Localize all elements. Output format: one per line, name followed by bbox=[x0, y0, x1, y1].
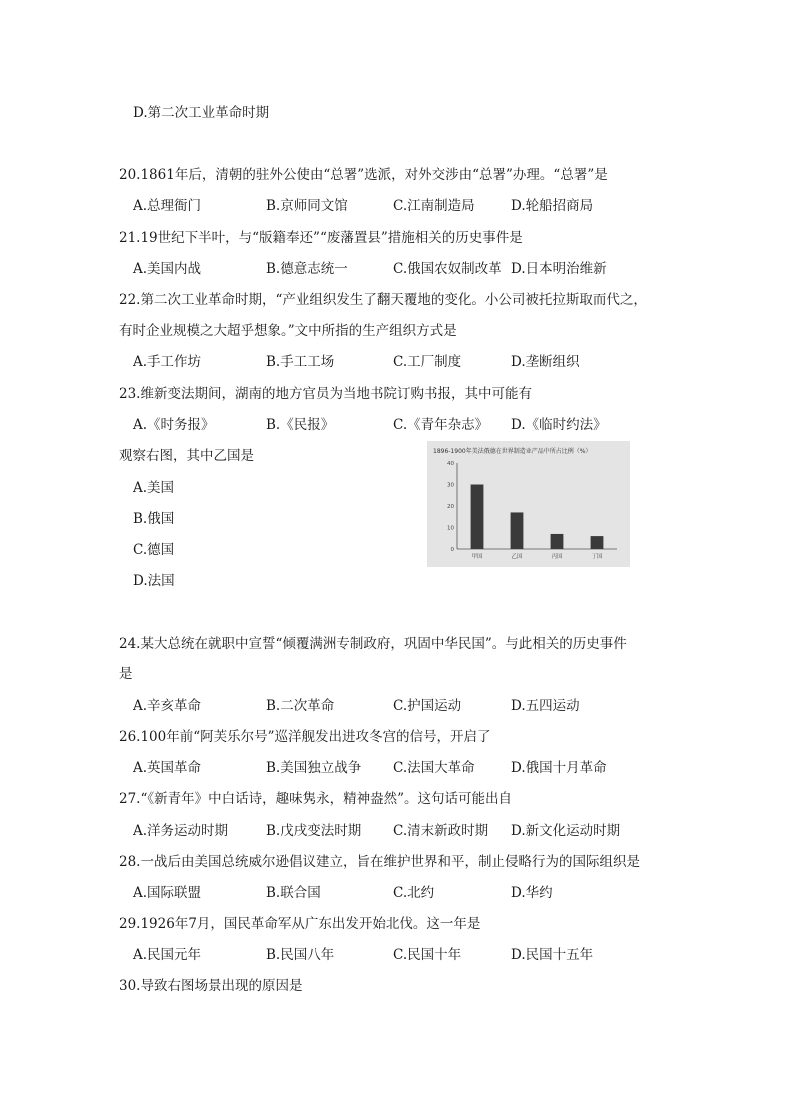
q21-option-a: A.美国内战 bbox=[133, 261, 202, 277]
q21-option-c: C.俄国农奴制改革 bbox=[393, 261, 502, 277]
q26-option-d: D.俄国十月革命 bbox=[511, 760, 607, 776]
chart-bar bbox=[511, 512, 524, 549]
chart-svg bbox=[427, 441, 630, 567]
q22-stem-line1: 22.第二次工业革命时期，“产业组织发生了翻天覆地的变化。小公司被托拉斯取而代之， bbox=[119, 292, 647, 308]
chart-y-tick-label: 40 bbox=[447, 461, 454, 467]
q29-option-d: D.民国十五年 bbox=[511, 947, 594, 963]
q20-option-b: B.京师同文馆 bbox=[266, 198, 348, 214]
q25-option-a: A.辛亥革命 bbox=[133, 698, 202, 714]
q21-option-d: D.日本明治维新 bbox=[511, 261, 607, 277]
q23-option-d: D.《临时约法》 bbox=[511, 417, 607, 433]
chart-y-tick-label: 30 bbox=[447, 482, 454, 489]
q23-stem: 23.维新变法期间，湖南的地方官员为当地书院订购书报，其中可能有 bbox=[119, 386, 532, 402]
q19-option-d: D.第二次工业革命时期 bbox=[133, 105, 270, 121]
q23-option-a: A.《时务报》 bbox=[133, 417, 215, 433]
q20-option-c: C.江南制造局 bbox=[393, 198, 475, 214]
q22-option-d: D.垄断组织 bbox=[511, 354, 580, 370]
q28-option-b: B.联合国 bbox=[266, 885, 321, 901]
q26-option-b: B.美国独立战争 bbox=[266, 760, 362, 776]
chart-x-tick-label: 丙国 bbox=[551, 554, 563, 560]
q27-option-d: D.新文化运动时期 bbox=[511, 823, 621, 839]
chart-bar bbox=[591, 536, 604, 549]
q25-option-c: C.护国运动 bbox=[393, 698, 462, 714]
q30-stem: 30.导致右图场景出现的原因是 bbox=[119, 978, 303, 994]
q22-option-c: C.工厂制度 bbox=[393, 354, 462, 370]
q23-option-c: C.《青年杂志》 bbox=[393, 417, 489, 433]
chart-title: 1896-1900年美法俄德在世界制造业产品中所占比例（%） bbox=[433, 448, 592, 455]
chart-y-tick-label: 10 bbox=[447, 525, 454, 532]
manufacturing-share-chart bbox=[427, 441, 630, 567]
q22-stem-line2: 有时企业规模之大超乎想象。”文中所指的生产组织方式是 bbox=[119, 323, 457, 339]
q24-stem: 观察右图，其中乙国是 bbox=[119, 448, 254, 464]
q27-option-b: B.戊戌变法时期 bbox=[266, 823, 362, 839]
q27-option-a: A.洋务运动时期 bbox=[133, 823, 229, 839]
q26-option-c: C.法国大革命 bbox=[393, 760, 475, 776]
q29-option-c: C.民国十年 bbox=[393, 947, 462, 963]
chart-x-tick-label: 甲国 bbox=[471, 554, 483, 560]
q20-stem: 20.1861年后，清朝的驻外公使由“总署”选派，对外交涉由“总署”办理。“总署”是 bbox=[119, 167, 608, 183]
q20-option-d: D.轮船招商局 bbox=[511, 198, 594, 214]
chart-y-tick-label: 20 bbox=[447, 504, 454, 510]
chart-y-tick-label: 0 bbox=[450, 547, 454, 553]
q27-stem: 27.“《新青年》中白话诗，趣味隽永，精神盎然”。这句话可能出自 bbox=[119, 791, 513, 807]
q24-option-c: C.德国 bbox=[133, 542, 175, 558]
q29-option-a: A.民国元年 bbox=[133, 947, 202, 963]
q20-option-a: A.总理衙门 bbox=[133, 198, 202, 214]
q23-option-b: B.《民报》 bbox=[266, 417, 335, 433]
q28-option-d: D.华约 bbox=[511, 885, 553, 901]
q29-option-b: B.民国八年 bbox=[266, 947, 335, 963]
q25-stem-line1: 24.某大总统在就职中宣誓“倾覆满洲专制政府，巩固中华民国”。与此相关的历史事件 bbox=[119, 636, 627, 652]
q29-stem: 29.1926年7月，国民革命军从广东出发开始北伐。这一年是 bbox=[119, 916, 481, 932]
q25-option-d: D.五四运动 bbox=[511, 698, 580, 714]
q26-stem: 26.100年前“阿芙乐尔号”巡洋舰发出进攻冬宫的信号，开启了 bbox=[119, 729, 491, 745]
chart-x-tick-label: 丁国 bbox=[591, 554, 603, 560]
q22-option-a: A.手工作坊 bbox=[133, 354, 202, 370]
q22-option-b: B.手工工场 bbox=[266, 354, 335, 370]
q25-option-b: B.二次革命 bbox=[266, 698, 335, 714]
q26-option-a: A.英国革命 bbox=[133, 760, 202, 776]
chart-x-tick-label: 乙国 bbox=[511, 554, 523, 560]
q28-option-c: C.北约 bbox=[393, 885, 435, 901]
q24-option-d: D.法国 bbox=[133, 573, 175, 589]
q27-option-c: C.清末新政时期 bbox=[393, 823, 489, 839]
q25-stem-line2: 是 bbox=[119, 666, 133, 682]
q28-stem: 28.一战后由美国总统威尔逊倡议建立，旨在维护世界和平，制止侵略行为的国际组织是 bbox=[119, 854, 640, 870]
q21-stem: 21.19世纪下半叶，与“版籍奉还”“废藩置县”措施相关的历史事件是 bbox=[119, 230, 523, 246]
q24-option-a: A.美国 bbox=[133, 480, 175, 496]
chart-bar bbox=[551, 534, 564, 549]
q21-option-b: B.德意志统一 bbox=[266, 261, 348, 277]
q28-option-a: A.国际联盟 bbox=[133, 885, 202, 901]
q24-option-b: B.俄国 bbox=[133, 511, 175, 527]
chart-bar bbox=[471, 485, 484, 550]
